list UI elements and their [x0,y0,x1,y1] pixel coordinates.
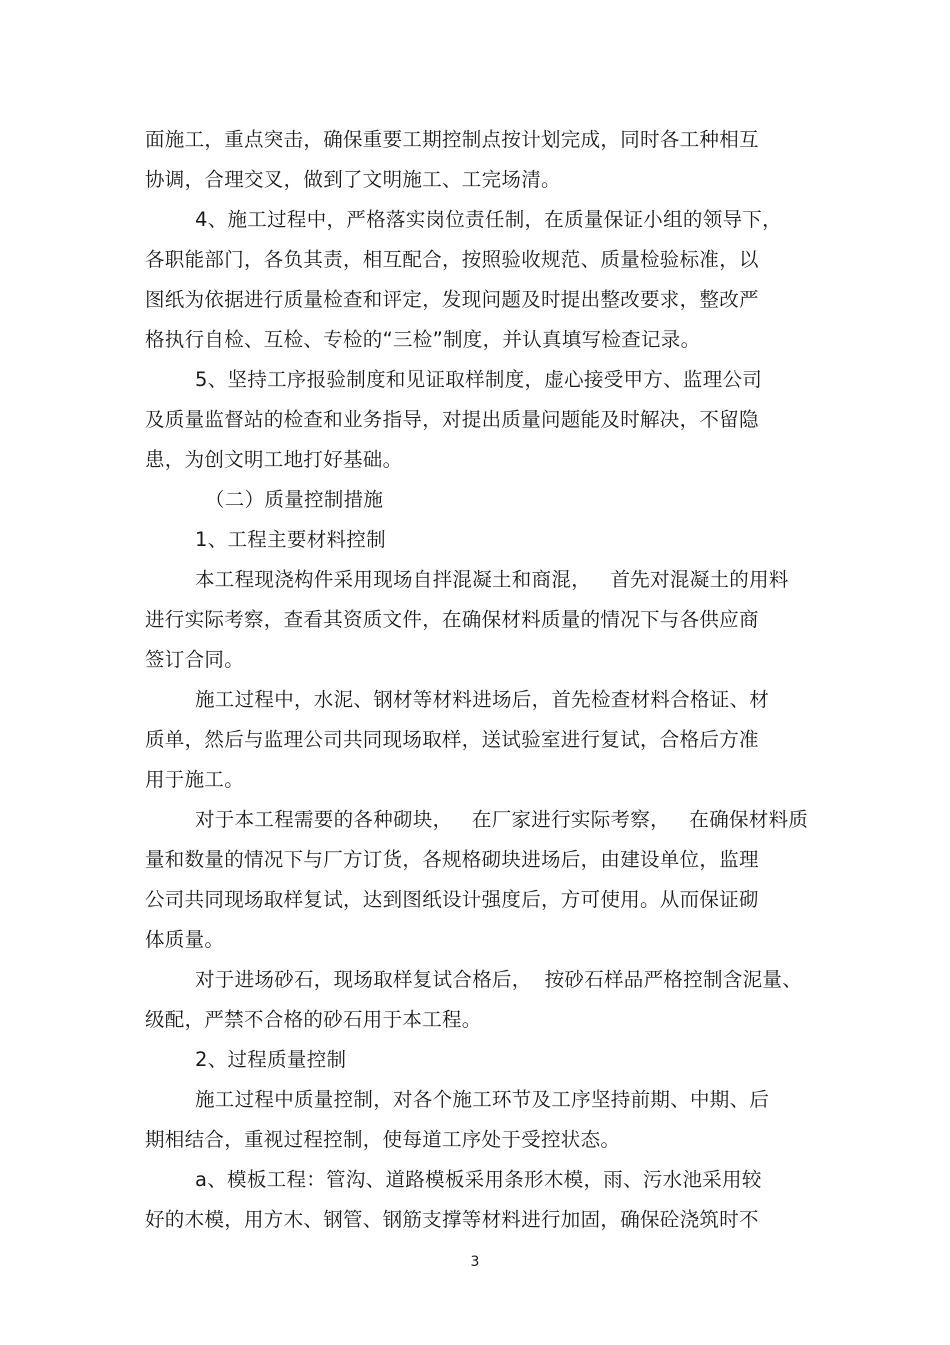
text-line: 施工过程中质量控制，对各个施工环节及工序坚持前期、中期、后 [195,1088,770,1111]
text-line: 公司共同现场取样复试，达到图纸设计强度后，方可使用。从而保证砌 [145,888,759,911]
text-line: 用于施工。 [145,768,245,791]
text-line: 各职能部门，各负其责，相互配合，按照验收规范、质量检验标准，以 [145,248,759,271]
text-line: 5、坚持工序报验制度和见证取样制度，虚心接受甲方、监理公司 [195,368,763,391]
text-line: 级配，严禁不合格的砂石用于本工程。 [145,1008,482,1031]
text-line: 图纸为依据进行质量检查和评定，发现问题及时提出整改要求，整改严 [145,288,759,311]
page-number: 3 [470,1254,480,1270]
text-line: 期相结合，重视过程控制，使每道工序处于受控状态。 [145,1128,621,1151]
text-line: 本工程现浇构件采用现场自拌混凝土和商混， 首先对混凝土的用料 [195,568,789,591]
text-line: 对于本工程需要的各种砌块， 在厂家进行实际考察， 在确保材料质 [195,808,809,831]
text-line: 好的木模，用方木、钢管、钢筋支撑等材料进行加固，确保砼浇筑时不 [145,1208,759,1231]
text-line: 签订合同。 [145,648,245,671]
text-line: 量和数量的情况下与厂方订货，各规格砌块进场后，由建设单位，监理 [145,848,759,871]
text-line: a、模板工程：管沟、道路模板采用条形木模，雨、污水池采用较 [195,1168,762,1191]
text-line: 协调，合理交叉，做到了文明施工、工完场清。 [145,168,561,191]
text-line: 体质量。 [145,928,225,951]
text-line: 格执行自检、互检、专检的“三检”制度，并认真填写检查记录。 [145,328,701,351]
text-line: 面施工，重点突击，确保重要工期控制点按计划完成，同时各工种相互 [145,128,759,151]
text-line: 质单，然后与监理公司共同现场取样，送试验室进行复试，合格后方准 [145,728,759,751]
section-heading: （二）质量控制措施 [205,488,384,511]
text-line: 施工过程中，水泥、钢材等材料进场后，首先检查材料合格证、材 [195,688,770,711]
text-line: 对于进场砂石，现场取样复试合格后， 按砂石样品严格控制含泥量、 [195,968,802,991]
subsection-heading: 1、工程主要材料控制 [195,528,386,551]
subsection-heading: 2、过程质量控制 [195,1048,347,1071]
text-line: 患，为创文明工地打好基础。 [145,448,403,471]
text-line: 及质量监督站的检查和业务指导，对提出质量问题能及时解决，不留隐 [145,408,759,431]
text-line: 4、施工过程中，严格落实岗位责任制，在质量保证小组的领导下， [195,208,782,231]
text-line: 进行实际考察，查看其资质文件，在确保材料质量的情况下与各供应商 [145,608,759,631]
